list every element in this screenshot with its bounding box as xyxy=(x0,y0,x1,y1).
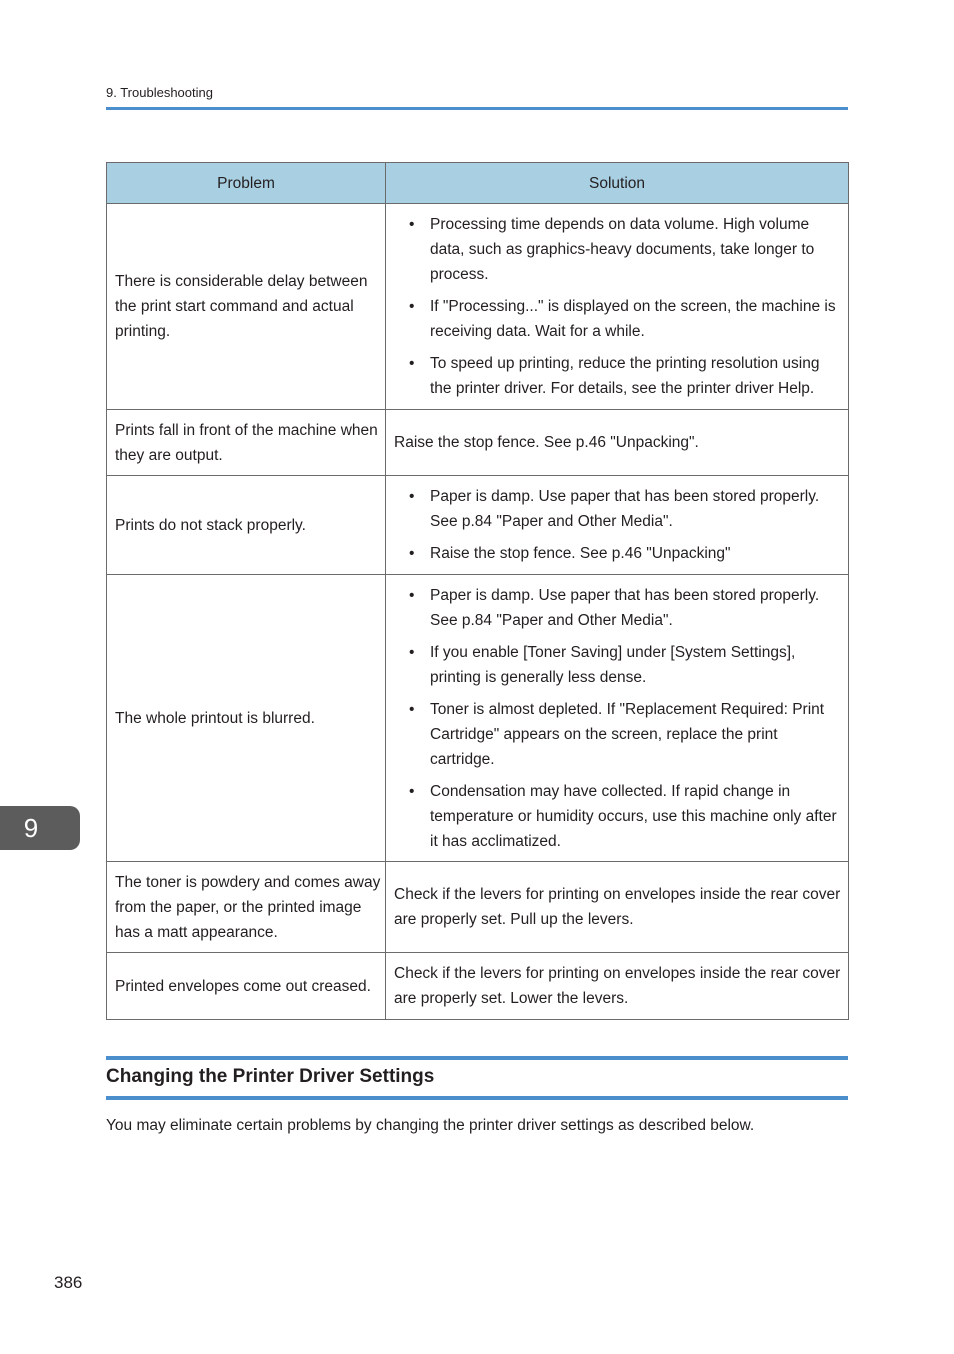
table-row xyxy=(107,204,849,410)
list-item: • Processing time depends on data volume. High volume data, such as graphics-heavy documents, take longer to process. xyxy=(394,212,842,287)
solution-cell xyxy=(386,575,849,862)
list-item: • If "Processing..." is displayed on the screen, the machine is receiving data. Wait for a while. xyxy=(394,294,842,344)
table-header-row xyxy=(107,163,849,204)
chapter-tab xyxy=(0,806,80,850)
problem-cell: Printed envelopes come out creased. xyxy=(107,953,386,1020)
problem-cell: The toner is powdery and comes away from the paper, or the printed image has a matt appearance. xyxy=(107,862,386,953)
solution-list xyxy=(394,484,842,566)
solution-list xyxy=(394,583,842,854)
problem-cell: Prints do not stack properly. xyxy=(107,476,386,575)
problem-cell: The whole printout is blurred. xyxy=(107,575,386,862)
table-row xyxy=(107,862,849,953)
solution-cell xyxy=(386,476,849,575)
solution-cell: Check if the levers for printing on envelopes inside the rear cover are properly set. Lower the levers. xyxy=(386,953,849,1020)
section-heading-bar xyxy=(106,1056,848,1100)
list-item: • To speed up printing, reduce the printing resolution using the printer driver. For details, see the printer driver Help. xyxy=(394,351,842,401)
problem-cell: Prints fall in front of the machine when they are output. xyxy=(107,410,386,476)
table-row xyxy=(107,476,849,575)
solution-list xyxy=(394,212,842,401)
table-row xyxy=(107,953,849,1020)
page-number: 386 xyxy=(54,1273,83,1292)
list-item: • If you enable [Toner Saving] under [System Settings], printing is generally less dense. xyxy=(394,640,842,690)
table-row xyxy=(107,410,849,476)
list-item: • Condensation may have collected. If rapid change in temperature or humidity occurs, use this machine only after it has acclimatized. xyxy=(394,779,842,854)
solution-cell: Raise the stop fence. See p.46 "Unpacking". xyxy=(386,410,849,476)
breadcrumb: 9. Troubleshooting xyxy=(106,85,213,100)
solution-cell: Check if the levers for printing on envelopes inside the rear cover are properly set. Pull up the levers. xyxy=(386,862,849,953)
list-item: • Toner is almost depleted. If "Replacement Required: Print Cartridge" appears on the screen, replace the print cartridge. xyxy=(394,697,842,772)
list-item: • Paper is damp. Use paper that has been stored properly. See p.84 "Paper and Other Media". xyxy=(394,484,842,534)
solution-cell xyxy=(386,204,849,410)
list-item: • Raise the stop fence. See p.46 "Unpacking" xyxy=(394,541,842,566)
running-header xyxy=(106,84,848,110)
section-intro: You may eliminate certain problems by changing the printer driver settings as described below. xyxy=(106,1117,755,1134)
problem-cell: There is considerable delay between the print start command and actual printing. xyxy=(107,204,386,410)
list-item: • Paper is damp. Use paper that has been stored properly. See p.84 "Paper and Other Media". xyxy=(394,583,842,633)
table-row xyxy=(107,575,849,862)
column-header-problem: Problem xyxy=(107,163,386,204)
section-title: Changing the Printer Driver Settings xyxy=(106,1066,435,1087)
column-header-solution: Solution xyxy=(386,163,849,204)
chapter-number: 9 xyxy=(23,813,39,843)
troubleshooting-table xyxy=(106,162,849,1020)
